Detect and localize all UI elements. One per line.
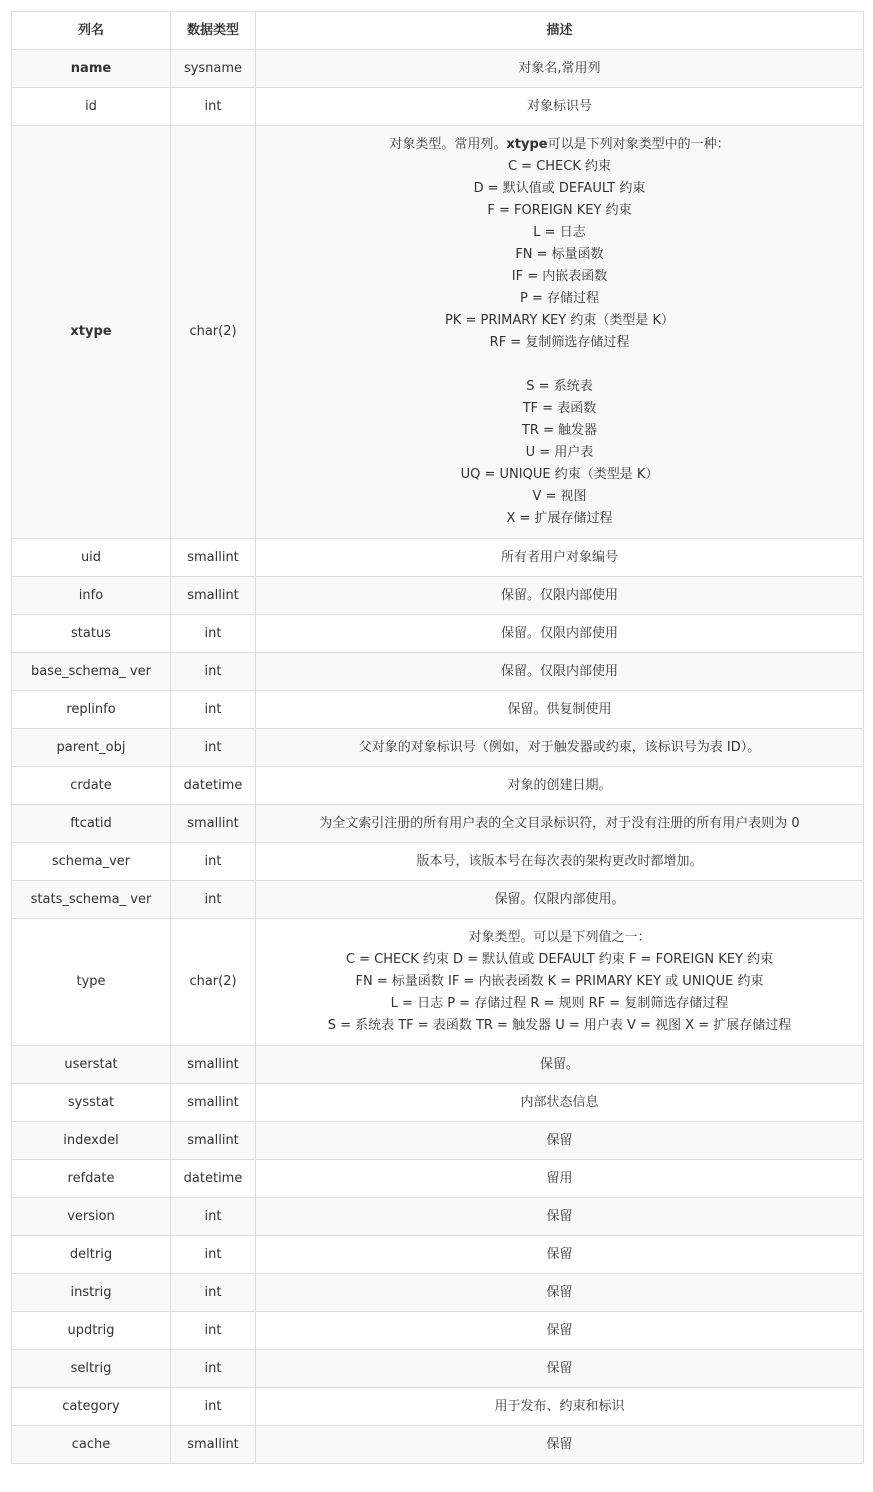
description-line: 保留 <box>546 1132 573 1148</box>
description-line: 保留。 <box>539 1056 579 1072</box>
description-line: P = 存储过程 <box>520 291 599 306</box>
cell-data-type: int <box>171 1236 256 1274</box>
cell-column-name: xtype <box>12 126 171 539</box>
cell-description <box>256 1426 864 1464</box>
description-line: 内部状态信息 <box>520 1094 599 1110</box>
table-body <box>12 50 864 1464</box>
header-data-type: 数据类型 <box>171 12 256 50</box>
cell-description <box>256 767 864 805</box>
description-line: U = 用户表 <box>525 445 594 460</box>
cell-data-type: smallint <box>171 1426 256 1464</box>
cell-description <box>256 881 864 919</box>
description-line: D = 默认值或 DEFAULT 约束 <box>473 181 646 196</box>
table-row <box>12 1160 864 1198</box>
description-line: 对象标识号 <box>526 98 592 114</box>
cell-column-name: id <box>12 88 171 126</box>
table-row <box>12 1350 864 1388</box>
cell-description <box>256 805 864 843</box>
cell-column-name: stats_schema_ ver <box>12 881 171 919</box>
cell-column-name: schema_ver <box>12 843 171 881</box>
cell-data-type: int <box>171 691 256 729</box>
cell-description <box>256 1388 864 1426</box>
description-line: TR = 触发器 <box>521 423 598 438</box>
cell-description <box>256 1274 864 1312</box>
header-description: 描述 <box>256 12 864 50</box>
table-row <box>12 767 864 805</box>
table-row <box>12 539 864 577</box>
description-line: IF = 内嵌表函数 <box>511 269 608 284</box>
description-line: 保留。仅限内部使用 <box>500 587 618 603</box>
cell-column-name: userstat <box>12 1046 171 1084</box>
cell-column-name: name <box>12 50 171 88</box>
cell-column-name: deltrig <box>12 1236 171 1274</box>
cell-column-name: uid <box>12 539 171 577</box>
cell-column-name: version <box>12 1198 171 1236</box>
cell-data-type: int <box>171 843 256 881</box>
table-row <box>12 577 864 615</box>
description-line: 保留 <box>546 1322 573 1338</box>
description-line: V = 视图 <box>532 489 587 504</box>
cell-data-type: smallint <box>171 1084 256 1122</box>
table-row <box>12 88 864 126</box>
cell-column-name: instrig <box>12 1274 171 1312</box>
description-line: 用于发布、约束和标识 <box>494 1398 625 1414</box>
cell-column-name: cache <box>12 1426 171 1464</box>
cell-data-type: int <box>171 1198 256 1236</box>
cell-column-name: seltrig <box>12 1350 171 1388</box>
description-line: 保留 <box>546 1284 573 1300</box>
table-row <box>12 843 864 881</box>
cell-description <box>256 1198 864 1236</box>
cell-data-type: char(2) <box>171 919 256 1046</box>
cell-column-name: parent_obj <box>12 729 171 767</box>
cell-data-type: datetime <box>171 1160 256 1198</box>
cell-column-name: category <box>12 1388 171 1426</box>
cell-data-type: int <box>171 1388 256 1426</box>
cell-column-name: updtrig <box>12 1312 171 1350</box>
description-line: 父对象的对象标识号（例如，对于触发器或约束，该标识号为表 ID）。 <box>358 739 761 755</box>
table-row <box>12 1274 864 1312</box>
description-line: L = 日志 P = 存储过程 R = 规则 RF = 复制筛选存储过程 <box>390 996 729 1011</box>
table-row <box>12 881 864 919</box>
cell-data-type: int <box>171 88 256 126</box>
table-row <box>12 691 864 729</box>
cell-column-name: refdate <box>12 1160 171 1198</box>
cell-data-type: int <box>171 1350 256 1388</box>
description-line: 保留 <box>546 1208 573 1224</box>
cell-column-name: base_schema_ ver <box>12 653 171 691</box>
table-row <box>12 50 864 88</box>
cell-description <box>256 88 864 126</box>
description-line: C = CHECK 约束 <box>507 159 612 174</box>
cell-description <box>256 577 864 615</box>
description-line: C = CHECK 约束 D = 默认值或 DEFAULT 约束 F = FOREIGN KEY 约束 <box>345 952 774 967</box>
description-line: 对象类型。常用列。xtype可以是下列对象类型中的一种： <box>389 137 730 152</box>
cell-data-type: smallint <box>171 1046 256 1084</box>
description-line: 保留。仅限内部使用 <box>500 625 618 641</box>
description-line: S = 系统表 TF = 表函数 TR = 触发器 U = 用户表 V = 视图 X = 扩展存储过程 <box>327 1018 792 1033</box>
cell-description <box>256 843 864 881</box>
description-line: FN = 标量函数 IF = 内嵌表函数 K = PRIMARY KEY 或 UNIQUE 约束 <box>355 974 764 989</box>
cell-column-name: replinfo <box>12 691 171 729</box>
description-line: 对象的创建日期。 <box>507 777 612 793</box>
table-row <box>12 805 864 843</box>
cell-data-type: char(2) <box>171 126 256 539</box>
description-line: L = 日志 <box>533 225 586 240</box>
description-line: S = 系统表 <box>526 379 593 394</box>
description-line: TF = 表函数 <box>522 401 597 416</box>
cell-data-type: smallint <box>171 539 256 577</box>
cell-data-type: datetime <box>171 767 256 805</box>
header-column-name: 列名 <box>12 12 171 50</box>
description-line: RF = 复制筛选存储过程 <box>489 335 630 350</box>
cell-data-type: int <box>171 881 256 919</box>
cell-description <box>256 1122 864 1160</box>
cell-description <box>256 1046 864 1084</box>
cell-description <box>256 653 864 691</box>
description-line <box>262 354 857 376</box>
cell-data-type: smallint <box>171 805 256 843</box>
cell-column-name: status <box>12 615 171 653</box>
cell-data-type: smallint <box>171 577 256 615</box>
table-row <box>12 1236 864 1274</box>
cell-description <box>256 1350 864 1388</box>
table-row <box>12 653 864 691</box>
table-row <box>12 126 864 539</box>
table-row <box>12 1312 864 1350</box>
cell-data-type: int <box>171 1274 256 1312</box>
cell-data-type: int <box>171 653 256 691</box>
cell-data-type: smallint <box>171 1122 256 1160</box>
table-row <box>12 1426 864 1464</box>
description-line: 对象类型。可以是下列值之一： <box>468 930 651 945</box>
cell-description <box>256 1084 864 1122</box>
description-line: PK = PRIMARY KEY 约束（类型是 K） <box>444 313 675 328</box>
table-row <box>12 615 864 653</box>
cell-description <box>256 729 864 767</box>
description-line: 保留。仅限内部使用。 <box>494 891 625 907</box>
table-row <box>12 1388 864 1426</box>
description-line: FN = 标量函数 <box>515 247 604 262</box>
description-line: 为全文索引注册的所有用户表的全文目录标识符，对于没有注册的所有用户表则为 0 <box>319 815 800 831</box>
description-line: X = 扩展存储过程 <box>506 511 613 526</box>
description-line: F = FOREIGN KEY 约束 <box>487 203 632 218</box>
cell-description <box>256 50 864 88</box>
cell-column-name: type <box>12 919 171 1046</box>
description-line: 所有者用户对象编号 <box>500 549 618 565</box>
table-row <box>12 1122 864 1160</box>
cell-data-type: sysname <box>171 50 256 88</box>
cell-description <box>256 1236 864 1274</box>
description-line: 保留 <box>546 1360 573 1376</box>
cell-column-name: indexdel <box>12 1122 171 1160</box>
description-line: UQ = UNIQUE 约束（类型是 K） <box>460 467 659 482</box>
cell-data-type: int <box>171 729 256 767</box>
description-line: 保留 <box>546 1436 573 1452</box>
cell-description <box>256 615 864 653</box>
description-line: 留用 <box>546 1170 573 1186</box>
table-row <box>12 1046 864 1084</box>
table-row <box>12 1084 864 1122</box>
table-row <box>12 1198 864 1236</box>
cell-column-name: crdate <box>12 767 171 805</box>
description-line: 保留 <box>546 1246 573 1262</box>
description-line: 版本号，该版本号在每次表的架构更改时都增加。 <box>416 853 703 869</box>
cell-description <box>256 1160 864 1198</box>
cell-column-name: sysstat <box>12 1084 171 1122</box>
cell-data-type: int <box>171 615 256 653</box>
cell-description <box>256 1312 864 1350</box>
description-line: 保留。仅限内部使用 <box>500 663 618 679</box>
cell-column-name: info <box>12 577 171 615</box>
table-header-row <box>12 12 864 50</box>
cell-column-name: ftcatid <box>12 805 171 843</box>
description-line: 对象名,常用列 <box>518 60 601 76</box>
cell-description <box>256 126 864 539</box>
table-row <box>12 729 864 767</box>
description-line: 保留。供复制使用 <box>507 701 612 717</box>
cell-description <box>256 919 864 1046</box>
sysobjects-columns-table <box>11 11 864 1464</box>
cell-description <box>256 691 864 729</box>
cell-data-type: int <box>171 1312 256 1350</box>
table-row <box>12 919 864 1046</box>
cell-description <box>256 539 864 577</box>
